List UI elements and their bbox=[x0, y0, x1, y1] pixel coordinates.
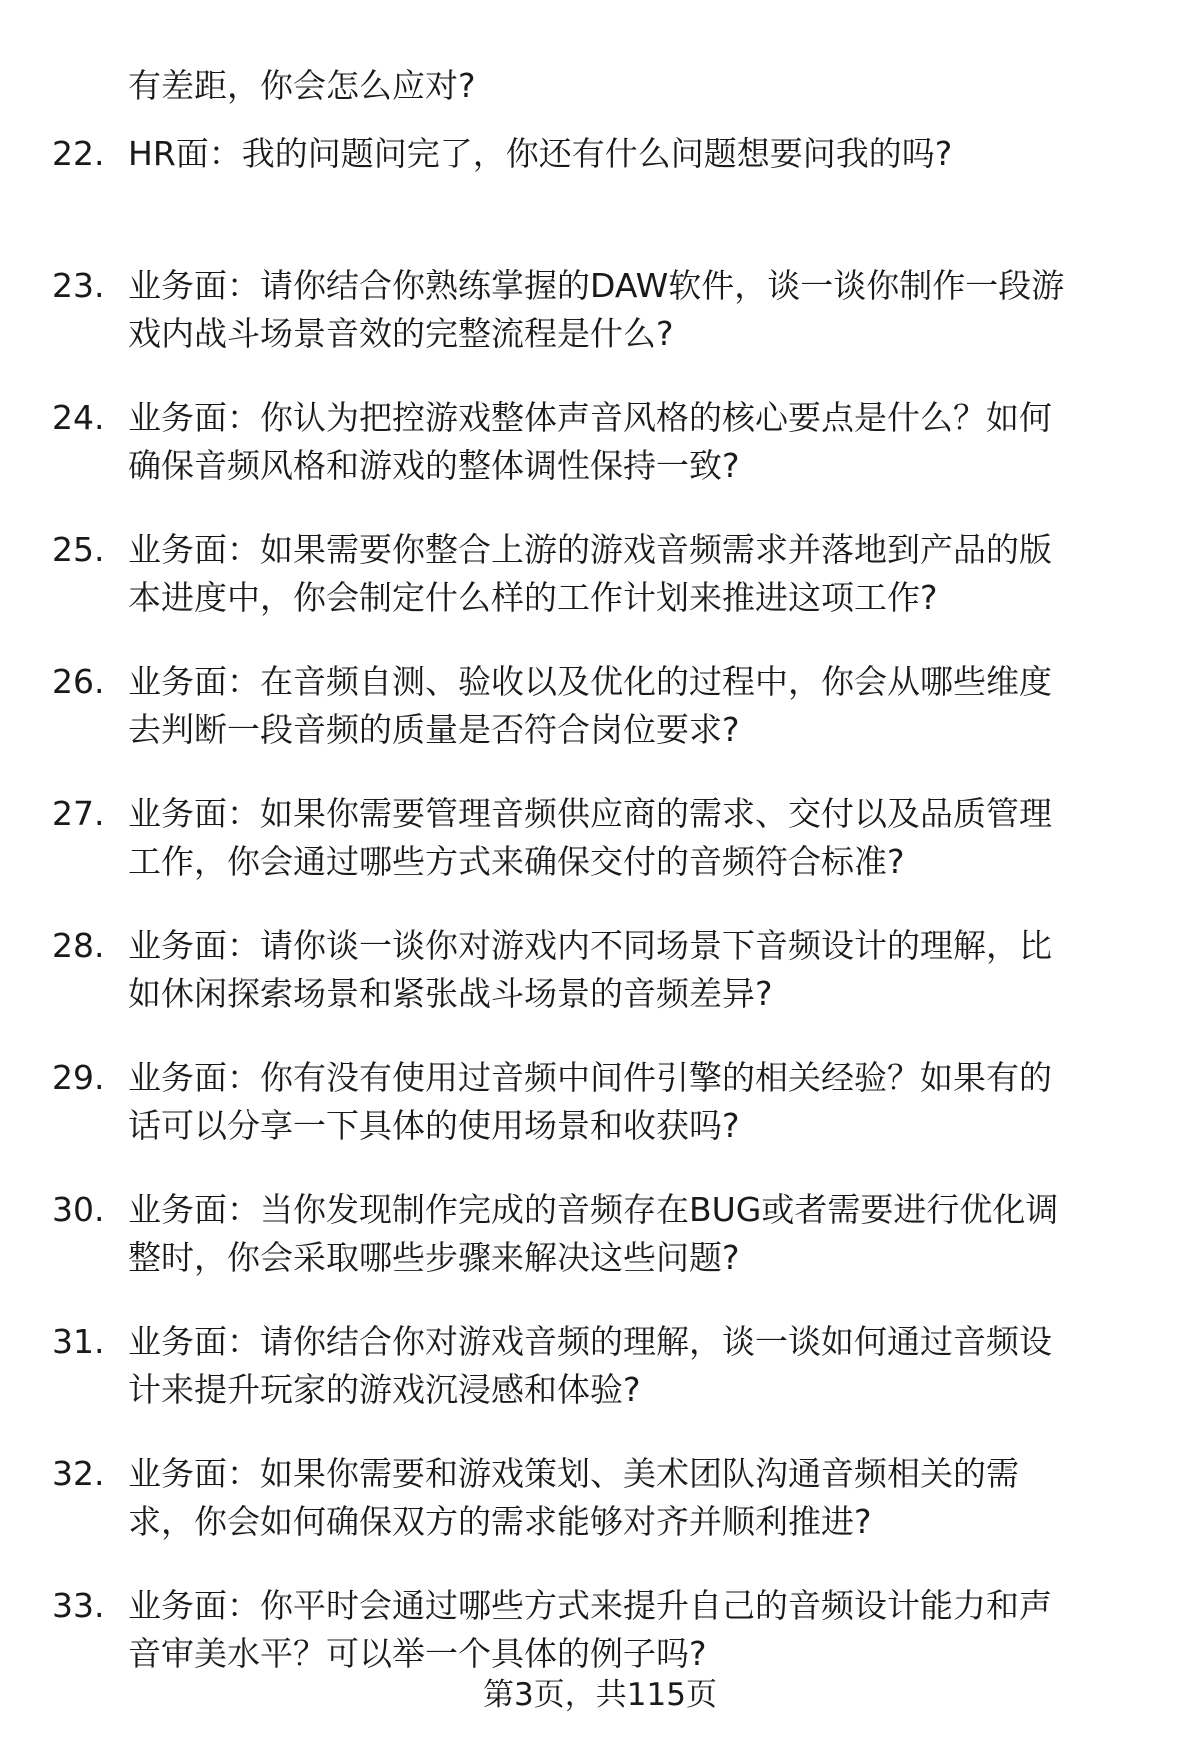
question-line: 业务面：在音频自测、验收以及优化的过程中，你会从哪些维度 bbox=[128, 662, 1052, 701]
question-text bbox=[128, 1054, 1168, 1150]
question-number: 31. bbox=[52, 1322, 105, 1361]
question-item bbox=[0, 658, 1200, 790]
question-number: 30. bbox=[52, 1190, 105, 1229]
question-line: 如休闲探索场景和紧张战斗场景的音频差异? bbox=[128, 974, 773, 1013]
question-line: 业务面：如果你需要管理音频供应商的需求、交付以及品质管理 bbox=[128, 794, 1052, 833]
question-number: 29. bbox=[52, 1058, 105, 1097]
question-item bbox=[0, 1450, 1200, 1582]
continued-question-text: 有差距，你会怎么应对? bbox=[128, 66, 476, 105]
question-line: 业务面：你平时会通过哪些方式来提升自己的音频设计能力和声 bbox=[128, 1586, 1052, 1625]
question-number: 28. bbox=[52, 926, 105, 965]
question-line: 本进度中，你会制定什么样的工作计划来推进这项工作? bbox=[128, 578, 938, 617]
question-item bbox=[0, 526, 1200, 658]
question-number: 24. bbox=[52, 398, 105, 437]
question-line: 求，你会如何确保双方的需求能够对齐并顺利推进? bbox=[128, 1502, 872, 1541]
question-item bbox=[0, 1186, 1200, 1318]
question-item bbox=[0, 1318, 1200, 1450]
question-line: 整时，你会采取哪些步骤来解决这些问题? bbox=[128, 1238, 740, 1277]
question-line: 业务面：你认为把控游戏整体声音风格的核心要点是什么？如何 bbox=[128, 398, 1052, 437]
question-number: 22. bbox=[52, 134, 105, 173]
question-text bbox=[128, 790, 1168, 886]
question-item bbox=[0, 130, 1200, 262]
question-text bbox=[128, 262, 1168, 358]
question-item bbox=[0, 1054, 1200, 1186]
question-item bbox=[0, 922, 1200, 1054]
question-line: 业务面：如果需要你整合上游的游戏音频需求并落地到产品的版 bbox=[128, 530, 1052, 569]
question-number: 32. bbox=[52, 1454, 105, 1493]
question-text bbox=[128, 526, 1168, 622]
question-item bbox=[0, 790, 1200, 922]
question-line: 工作，你会通过哪些方式来确保交付的音频符合标准? bbox=[128, 842, 905, 881]
question-line: 话可以分享一下具体的使用场景和收获吗? bbox=[128, 1106, 740, 1145]
question-text bbox=[128, 1450, 1168, 1546]
question-item bbox=[0, 394, 1200, 526]
question-number: 26. bbox=[52, 662, 105, 701]
question-line: 业务面：请你结合你对游戏音频的理解，谈一谈如何通过音频设 bbox=[128, 1322, 1052, 1361]
question-line: 确保音频风格和游戏的整体调性保持一致? bbox=[128, 446, 740, 485]
question-line: 去判断一段音频的质量是否符合岗位要求? bbox=[128, 710, 740, 749]
question-number: 23. bbox=[52, 266, 105, 305]
question-line: 戏内战斗场景音效的完整流程是什么? bbox=[128, 314, 674, 353]
question-text bbox=[128, 658, 1168, 754]
question-item bbox=[0, 262, 1200, 394]
question-number: 33. bbox=[52, 1586, 105, 1625]
question-list bbox=[0, 130, 1200, 1714]
page-footer: 第3页，共115页 bbox=[483, 1677, 717, 1713]
question-text bbox=[128, 1186, 1168, 1282]
question-line: 业务面：请你结合你熟练掌握的DAW软件，谈一谈你制作一段游 bbox=[128, 266, 1065, 305]
question-text bbox=[128, 130, 1168, 178]
question-text bbox=[128, 394, 1168, 490]
question-number: 25. bbox=[52, 530, 105, 569]
question-line: HR面：我的问题问完了，你还有什么问题想要问我的吗? bbox=[128, 134, 953, 173]
question-line: 业务面：你有没有使用过音频中间件引擎的相关经验？如果有的 bbox=[128, 1058, 1052, 1097]
question-text bbox=[128, 922, 1168, 1018]
question-line: 业务面：请你谈一谈你对游戏内不同场景下音频设计的理解，比 bbox=[128, 926, 1052, 965]
question-text bbox=[128, 1582, 1168, 1678]
question-line: 业务面：当你发现制作完成的音频存在BUG或者需要进行优化调 bbox=[128, 1190, 1059, 1229]
question-line: 业务面：如果你需要和游戏策划、美术团队沟通音频相关的需 bbox=[128, 1454, 1019, 1493]
question-text bbox=[128, 1318, 1168, 1414]
question-line: 计来提升玩家的游戏沉浸感和体验? bbox=[128, 1370, 641, 1409]
question-line: 音审美水平？可以举一个具体的例子吗? bbox=[128, 1634, 707, 1673]
question-number: 27. bbox=[52, 794, 105, 833]
